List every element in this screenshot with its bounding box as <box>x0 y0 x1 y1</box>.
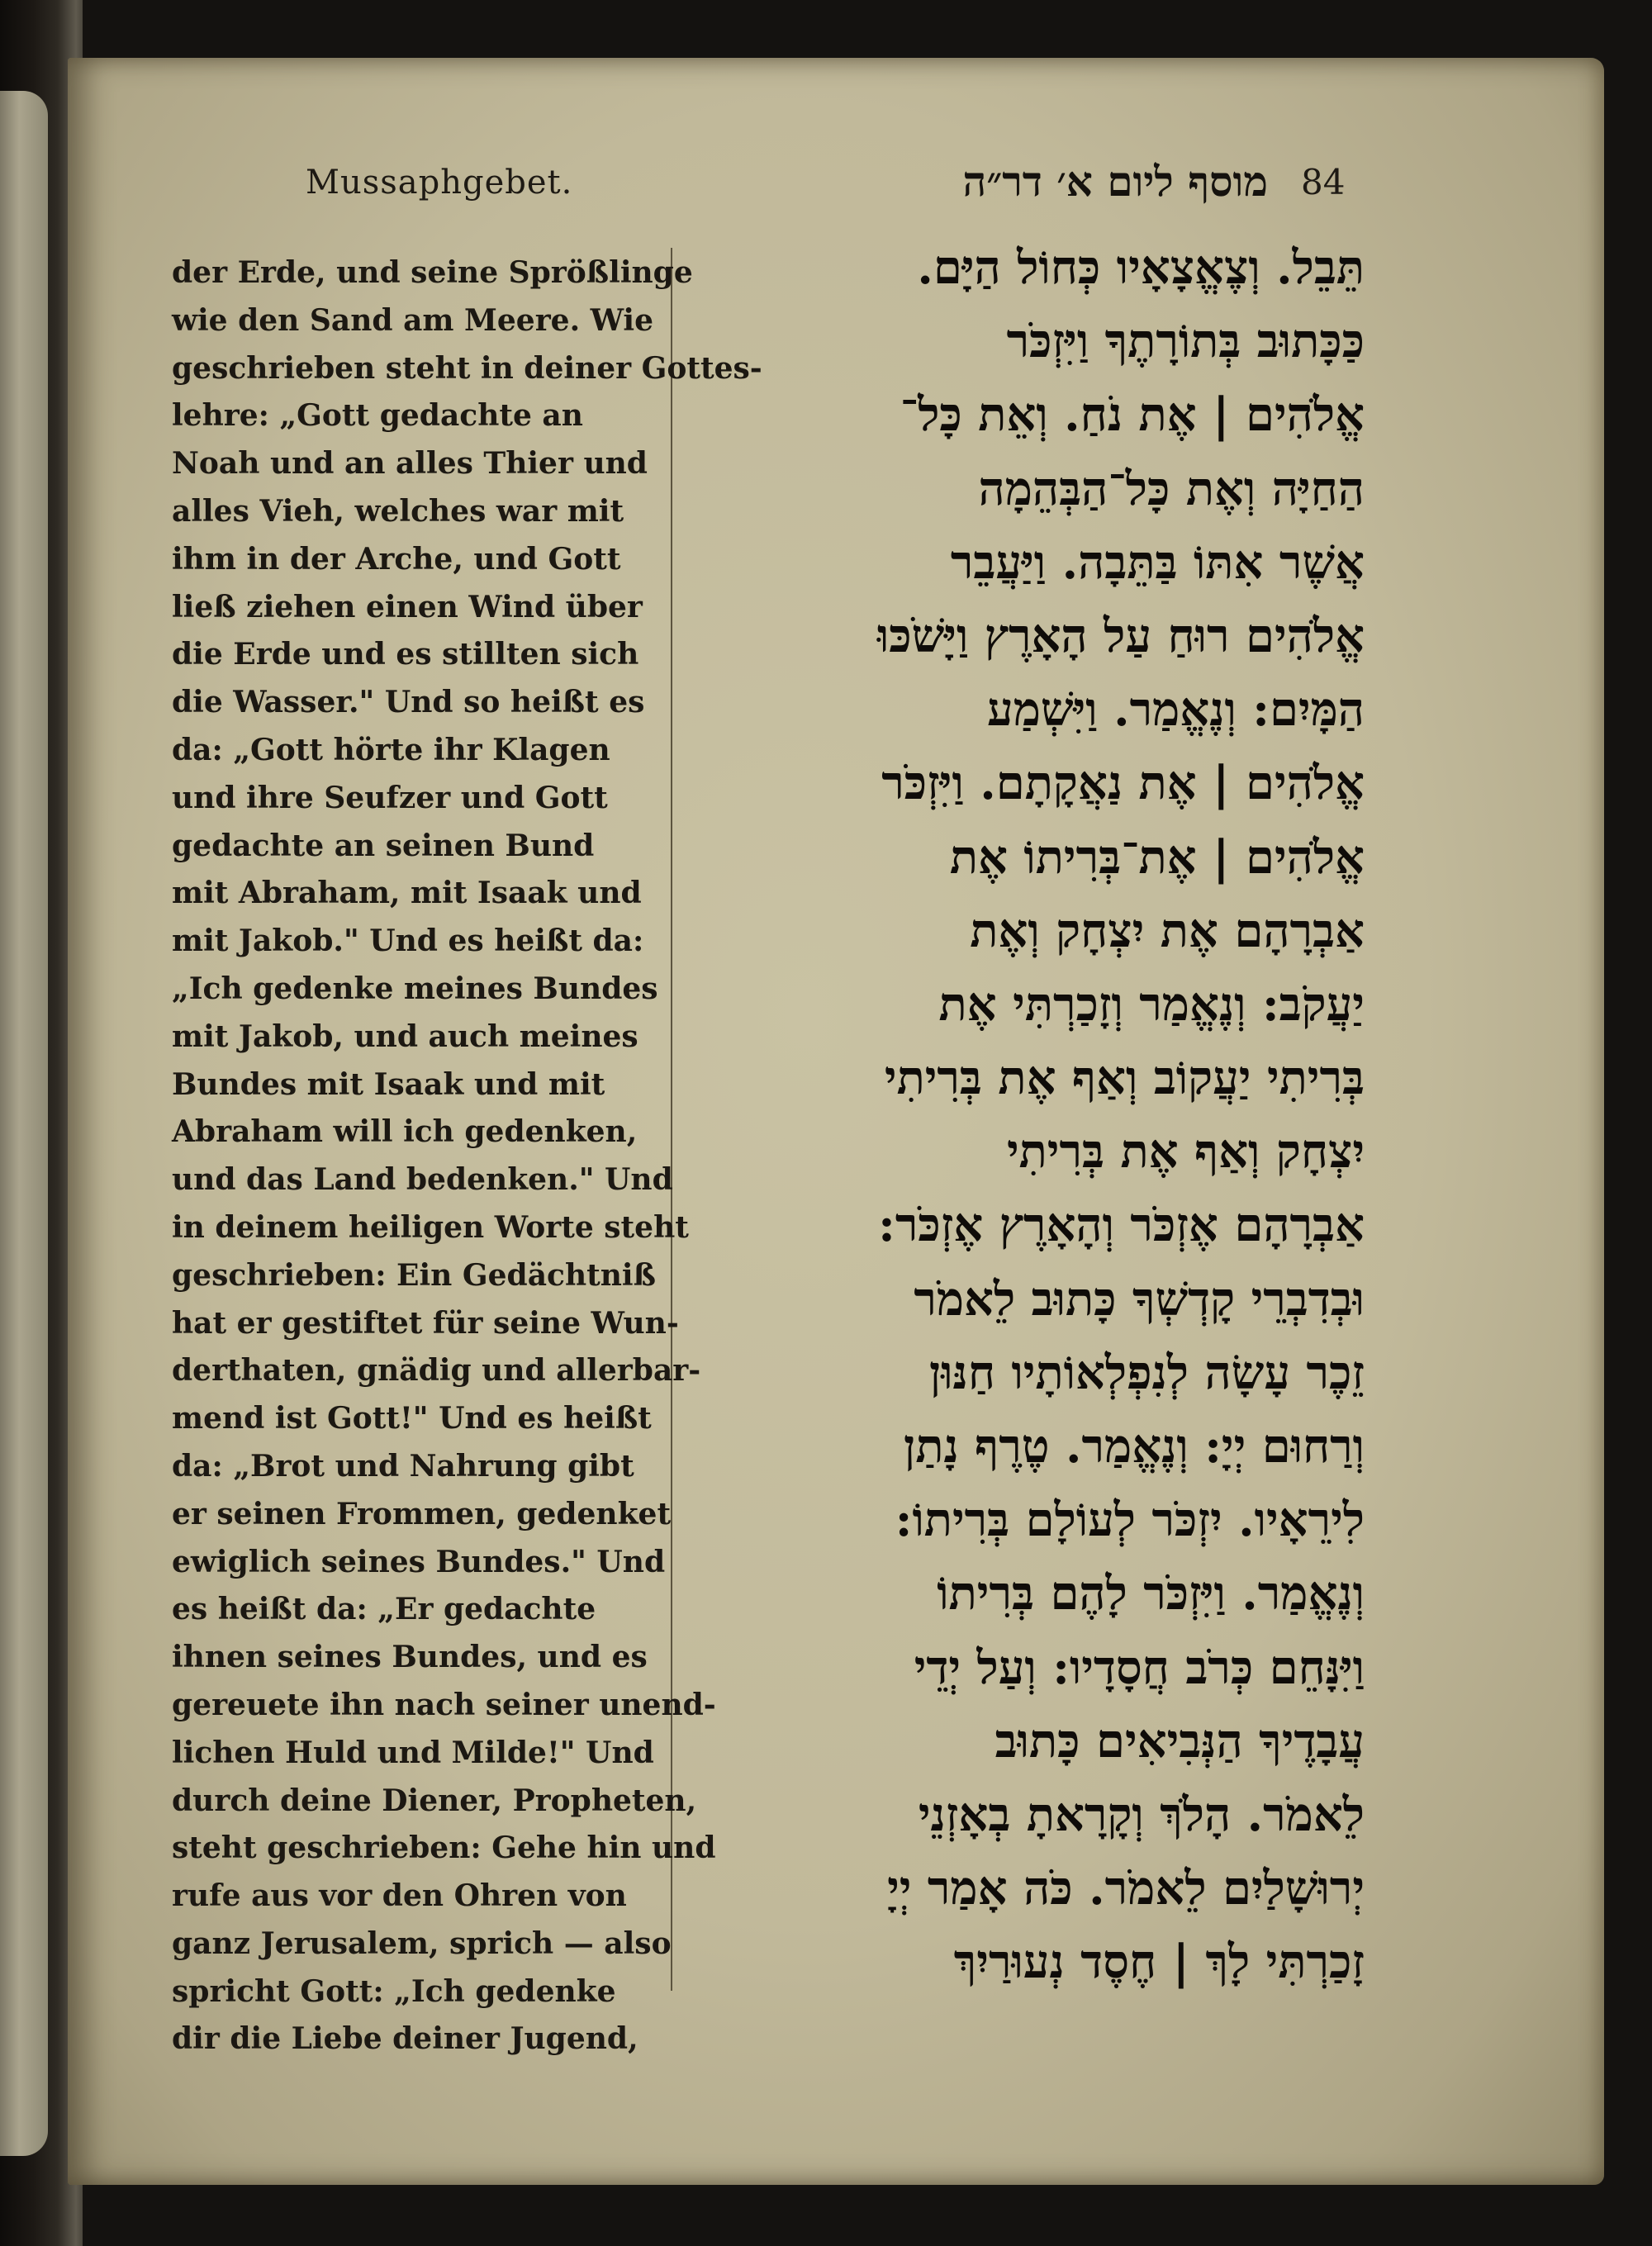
german-text-line: alles Vieh, welches war mit <box>172 493 624 529</box>
german-text-line: ihm in der Arche, und Gott <box>172 541 621 577</box>
german-text-line: mit Jakob, und auch meines <box>172 1019 638 1054</box>
german-text-line: lehre: „Gott gedachte an <box>172 398 583 434</box>
hebrew-text-line: וְנֶאֱמַר. וַיִּזְכֹּר לָהֶם בְּרִיתוֹ <box>937 1566 1365 1622</box>
hebrew-text-line: וַיִּנָּחֵם כְּרֹב חֲסָדָיו: וְעַל יְדֵי <box>914 1640 1365 1695</box>
german-text-line: hat er gestiftet für seine Wun- <box>172 1305 679 1341</box>
german-text-line: die Erde und es stillten sich <box>172 637 639 672</box>
german-text-line: gereuete ihn nach seiner unend- <box>172 1687 716 1722</box>
german-text-line: und ihre Seufzer und Gott <box>172 780 608 815</box>
german-text-line: der Erde, und seine Sprößlinge <box>172 255 693 290</box>
german-text-line: geschrieben: Ein Gedächtniß <box>172 1257 656 1293</box>
german-text-line: da: „Gott hörte ihr Klagen <box>172 732 610 767</box>
german-text-line: mend ist Gott!" Und es heißt <box>172 1401 652 1436</box>
german-text-line: wie den Sand am Meere. Wie <box>172 302 654 338</box>
hebrew-text-line: יִצְחָק וְאַף אֶת בְּרִיתִי <box>1006 1124 1365 1180</box>
hebrew-text-line: אֱלֹהִים רוּחַ עַל הָאָרֶץ וַיָּשֹׁכּוּ <box>876 608 1365 663</box>
hebrew-text-line: זֵכֶר עָשָׂה לְנִפְלְאוֹתָיו חַנּוּן <box>929 1345 1365 1400</box>
hebrew-text-line: תֵּבֵל. וְצֶאֱצָאָיו כְּחוֹל הַיָּם. <box>917 240 1365 295</box>
hebrew-text-line: אֱלֹהִים | אֶת־בְּרִיתוֹ אֶת <box>949 829 1365 885</box>
german-text-line: lichen Huld und Milde!" Und <box>172 1735 654 1770</box>
german-text-line: „Ich gedenke meines Bundes <box>172 971 658 1006</box>
german-text-line: da: „Brot und Nahrung gibt <box>172 1448 634 1484</box>
hebrew-text-line: עֲבָדֶיךָ הַנְּבִיאִים כָּתוּב <box>995 1713 1365 1769</box>
column-divider <box>671 248 672 1991</box>
german-text-line: und das Land bedenken." Und <box>172 1162 673 1198</box>
hebrew-text-line: הַמָּיִם: וְנֶאֱמַר. וַיִּשְׁמַע <box>987 682 1365 738</box>
german-text-line: steht geschrieben: Gehe hin und <box>172 1831 716 1866</box>
hebrew-text-line: כַּכָּתוּב בְּתוֹרָתֶךָ וַיִּזְכֹּר <box>1006 314 1365 369</box>
german-text-line: ließ ziehen einen Wind über <box>172 589 643 624</box>
hebrew-text-line: לִירֵאָיו. יִזְכֹּר לְעוֹלָם בְּרִיתוֹ: <box>895 1493 1365 1548</box>
hebrew-text-line: יְרוּשָׁלַיִם לֵאמֹר. כֹּה אָמַר יְיָ <box>887 1861 1365 1916</box>
hebrew-text-line: אַבְרָהָם אֶזְכֹּר וְהָאָרֶץ אֶזְכֹּר: <box>878 1198 1365 1253</box>
german-text-line: ihnen seines Bundes, und es <box>172 1640 648 1675</box>
german-text-line: spricht Gott: „Ich gedenke <box>172 1973 616 2009</box>
hebrew-text-line: הַחַיָּה וְאֶת כָּל־הַבְּהֵמָה <box>978 461 1365 516</box>
page-number: 84 <box>1301 162 1346 202</box>
german-text-line: durch deine Diener, Propheten, <box>172 1783 697 1818</box>
german-text-line: in deinem heiligen Worte steht <box>172 1209 689 1245</box>
german-text-line: es heißt da: „Er gedachte <box>172 1592 596 1627</box>
german-text-line: gedachte an seinen Bund <box>172 828 595 863</box>
german-text-line: Abraham will ich gedenken, <box>172 1114 638 1150</box>
german-text-line: ganz Jerusalem, sprich — also <box>172 1925 672 1961</box>
hebrew-text-line: אַבְרָהָם אֶת יִצְחָק וְאֶת <box>970 903 1365 958</box>
german-text-line: mit Abraham, mit Isaak und <box>172 876 642 911</box>
hebrew-text-line: אֲשֶׁר אִתּוֹ בַּתֵּבָה. וַיַּעֲבֵר <box>950 534 1365 590</box>
german-text-line: er seinen Frommen, gedenket <box>172 1496 672 1531</box>
running-head-hebrew: מוסף ליום א׳ דר״ה <box>962 157 1268 206</box>
german-text-line: die Wasser." Und so heißt es <box>172 685 645 720</box>
hebrew-text-line: זָכַרְתִּי לָךְ | חֶסֶד נְעוּרַיִךְ <box>953 1935 1365 1990</box>
german-text-line: ewiglich seines Bundes." Und <box>172 1544 666 1579</box>
german-translation-column <box>172 249 762 2063</box>
hebrew-text-line: וְרַחוּם יְיָ: וְנֶאֱמַר. טֶרֶף נָתַן <box>904 1419 1365 1474</box>
german-text-line: Noah und an alles Thier und <box>172 446 648 482</box>
german-text-line: Bundes mit Isaak und mit <box>172 1066 605 1102</box>
hebrew-text-line: וּבְדִבְרֵי קָדְשְׁךָ כָּתוּב לֵאמֹר <box>914 1271 1365 1327</box>
german-text-line: geschrieben steht in deiner Gottes- <box>172 350 762 386</box>
german-text-line: dir die Liebe deiner Jugend, <box>172 2021 638 2057</box>
hebrew-text-line: אֱלֹהִים | אֶת נַאֲקָתָם. וַיִּזְכֹּר <box>881 756 1365 811</box>
hebrew-text-line: יַעֲקֹב: וְנֶאֱמַר וְזָכַרְתִּי אֶת <box>938 976 1365 1032</box>
hebrew-text-line: אֱלֹהִים | אֶת נֹחַ. וְאֵת כָּל־ <box>900 387 1365 443</box>
german-text-line: mit Jakob." Und es heißt da: <box>172 924 644 959</box>
hebrew-text-line: בְּרִיתִי יַעֲקוֹב וְאַף אֶת בְּרִיתִי <box>884 1051 1365 1106</box>
hebrew-text-line: לֵאמֹר. הָלֹךְ וְקָרָאתָ בְאָזְנֵי <box>918 1787 1365 1842</box>
german-text-line: derthaten, gnädig und allerbar- <box>172 1353 701 1389</box>
german-text-line: rufe aus vor den Ohren von <box>172 1878 627 1914</box>
previous-page-edge <box>0 91 48 2156</box>
running-head-german: Mussaphgebet. <box>306 164 573 202</box>
hebrew-prayer-column <box>687 231 1365 2000</box>
